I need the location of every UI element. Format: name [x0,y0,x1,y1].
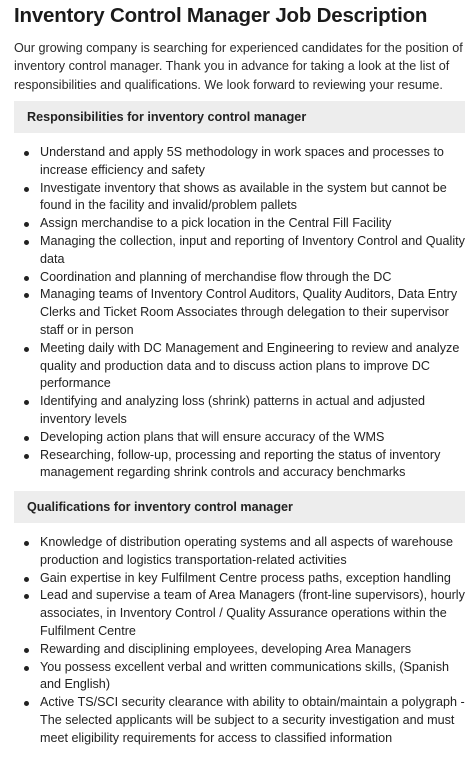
qualification-item [14,659,466,695]
bullet-icon [24,454,29,459]
bullet-icon [24,701,29,706]
responsibility-item-text: Developing action plans that will ensure accuracy of the WMS [40,429,385,444]
responsibility-item [14,286,466,339]
qualification-item [14,587,466,640]
responsibility-item-text: Managing teams of Inventory Control Auditors, Quality Auditors, Data Entry Clerks and Ticket Room Associates through delegation to their supervisor staff or in person [40,287,458,337]
bullet-icon [24,577,29,582]
bullet-icon [24,151,29,156]
responsibility-item-text: Investigate inventory that shows as available in the system but cannot be found in the facility and invalid/problem pallets [40,180,447,213]
qualification-item [14,694,466,747]
responsibilities-list [14,144,466,482]
responsibility-item [14,269,466,287]
bullet-icon [24,240,29,245]
qualification-item-text: Gain expertise in key Fulfilment Centre process paths, exception handling [40,570,451,585]
responsibility-item [14,215,466,233]
bullet-icon [24,276,29,281]
qualification-item [14,641,466,659]
responsibility-item-text: Understand and apply 5S methodology in work spaces and processes to increase efficiency and safety [40,145,444,177]
bullet-icon [24,347,29,352]
bullet-icon [24,222,29,227]
bullet-icon [24,594,29,599]
qualification-item-text: Lead and supervise a team of Area Managers (front-line supervisors), hourly associates, in Inventory Control / Quality Assurance operations within the Fulfilment Centre [40,588,465,638]
bullet-icon [24,400,29,405]
qualification-item-text: Active TS/SCI security clearance with ability to obtain/maintain a polygraph - The selected applicants will be subject to a security investigation and must meet eligibility requirements for access to classified information [40,695,465,745]
responsibility-item [14,180,466,216]
responsibility-item [14,393,466,429]
responsibility-item-text: Researching, follow-up, processing and reporting the status of inventory management regarding shrink controls and accuracy benchmarks [40,447,441,480]
page-title: Inventory Control Manager Job Description [14,4,428,27]
qualification-item-text: Knowledge of distribution operating systems and all aspects of warehouse production and logistics transportation-related activities [40,535,454,567]
responsibility-item [14,233,466,269]
bullet-icon [24,187,29,192]
responsibility-item-text: Assign merchandise to a pick location in the Central Fill Facility [40,216,392,231]
bullet-icon [24,648,29,653]
qualification-item-text: You possess excellent verbal and written communications skills, (Spanish and English) [40,659,450,692]
intro-paragraph: Our growing company is searching for experienced candidates for the position of inventory control manager. Thank you in advance for taking a look at the list of responsibilities and qualifications. We look forward to reviewing your resume. [14,41,463,92]
bullet-icon [24,666,29,671]
responsibility-item [14,144,466,180]
responsibility-item-text: Identifying and analyzing loss (shrink) patterns in actual and adjusted inventory levels [40,394,426,426]
bullet-icon [24,541,29,546]
qualification-item-text: Rewarding and disciplining employees, developing Area Managers [40,641,412,656]
qualification-item [14,534,466,570]
responsibility-item-text: Meeting daily with DC Management and Engineering to review and analyze quality and production data and to discuss action plans to improve DC performance [40,340,460,391]
bullet-icon [24,293,29,298]
qualification-item [14,570,466,588]
responsibility-item-text: Coordination and planning of merchandise flow through the DC [40,269,392,284]
qualifications-heading: Qualifications for inventory control manager [14,491,465,523]
qualifications-list [14,534,466,748]
responsibilities-heading: Responsibilities for inventory control manager [14,101,465,133]
responsibility-item-text: Managing the collection, input and reporting of Inventory Control and Quality data [40,233,465,266]
bullet-icon [24,436,29,441]
responsibility-item [14,447,466,483]
responsibility-item [14,429,466,447]
responsibility-item [14,340,466,393]
